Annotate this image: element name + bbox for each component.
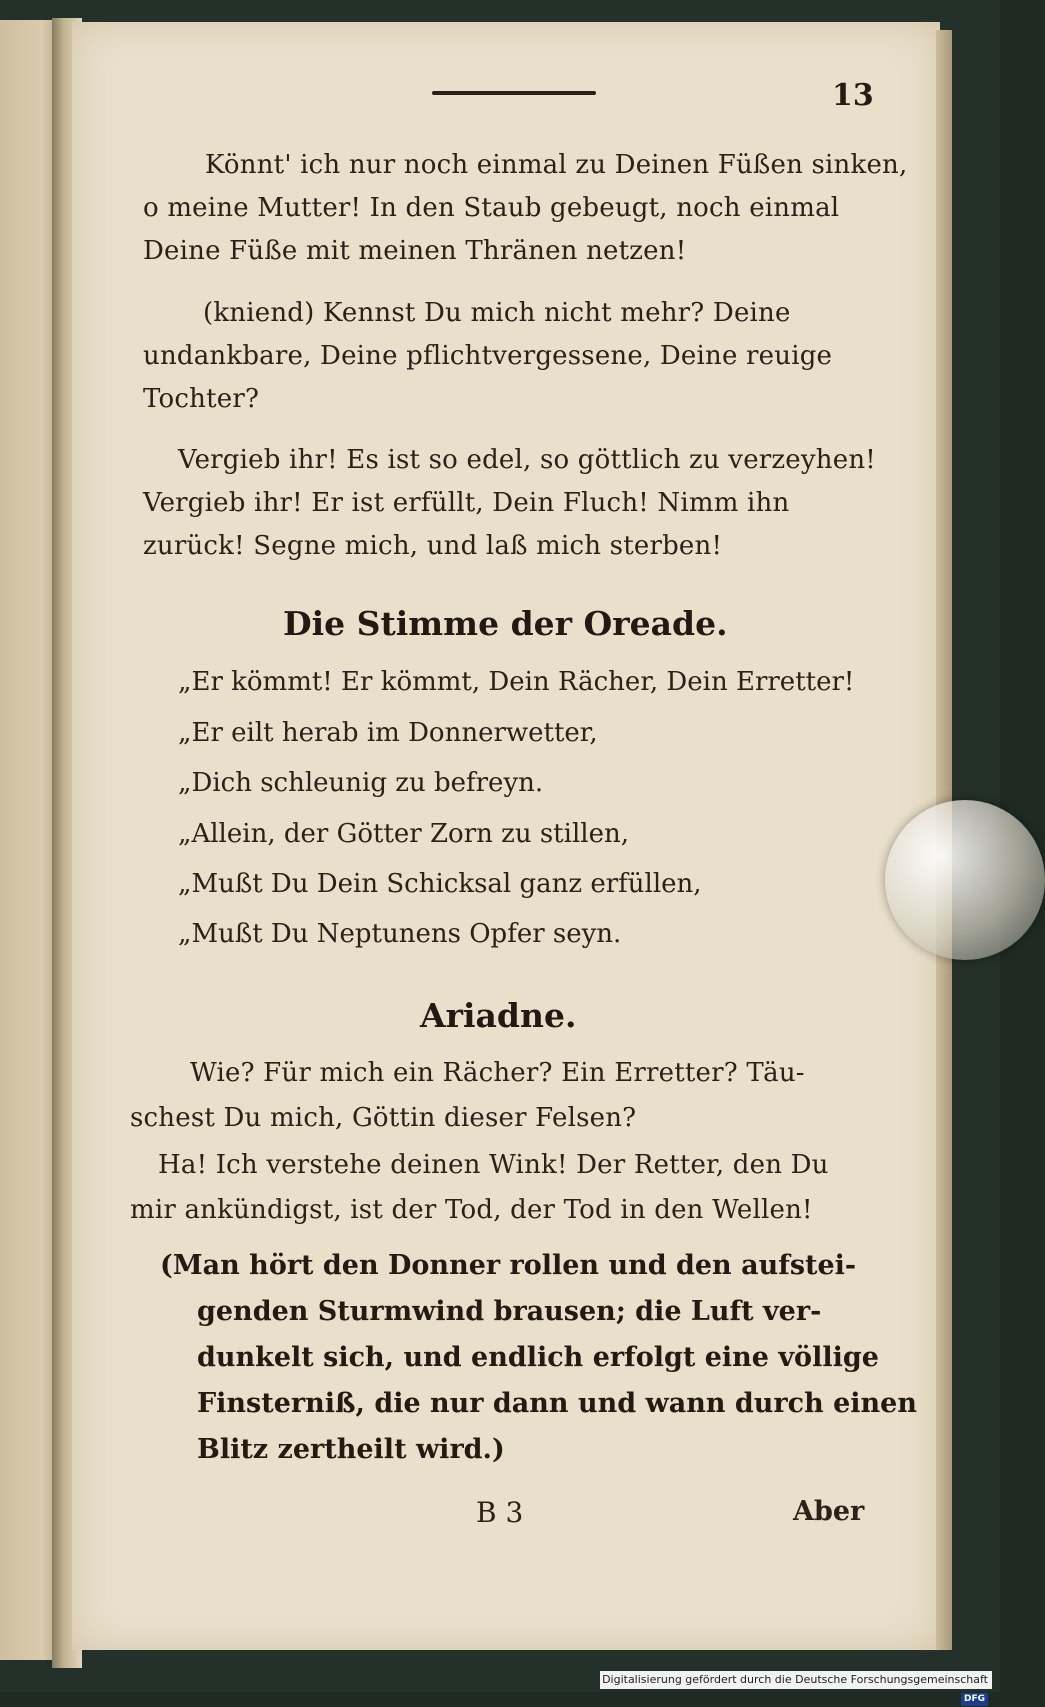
text-line: Vergieb ihr! Er ist erfüllt, Dein Fluch! Nimm ihn bbox=[143, 488, 790, 518]
stage-direction-line: Finsterniß, die nur dann und wann durch einen bbox=[197, 1388, 917, 1419]
stage-direction-line: genden Sturmwind brausen; die Luft ver- bbox=[197, 1296, 822, 1327]
verse-line: „Er kömmt! Er kömmt, Dein Rächer, Dein Erretter! bbox=[178, 667, 855, 697]
signature-mark: B 3 bbox=[476, 1496, 524, 1529]
page-number: 13 bbox=[832, 78, 874, 113]
text-line: (kniend) Kennst Du mich nicht mehr? Deine bbox=[203, 298, 791, 328]
stage-direction-line: Blitz zertheilt wird.) bbox=[197, 1434, 505, 1465]
verse-line: „Allein, der Götter Zorn zu stillen, bbox=[178, 819, 629, 849]
stage-direction-line: dunkelt sich, und endlich erfolgt eine völlige bbox=[197, 1342, 879, 1373]
text-line: Wie? Für mich ein Rächer? Ein Erretter? Täu- bbox=[190, 1058, 805, 1088]
verse-line: „Mußt Du Dein Schicksal ganz erfüllen, bbox=[178, 869, 702, 899]
credit-text: Digitalisierung gefördert durch die Deutsche Forschungsgemeinschaft · bbox=[602, 1673, 988, 1704]
speaker-heading: Ariadne. bbox=[420, 996, 577, 1035]
text-line: Ha! Ich verstehe deinen Wink! Der Retter, den Du bbox=[158, 1150, 829, 1180]
speaker-heading: Die Stimme der Oreade. bbox=[283, 604, 728, 643]
dfg-logo: DFG bbox=[961, 1693, 988, 1706]
text-line: undankbare, Deine pflichtvergessene, Deine reuige bbox=[143, 341, 833, 371]
text-line: mir ankündigst, ist der Tod, der Tod in den Wellen! bbox=[130, 1195, 813, 1225]
verse-line: „Dich schleunig zu befreyn. bbox=[178, 768, 544, 798]
text-line: Könnt' ich nur noch einmal zu Deinen Füßen sinken, bbox=[205, 150, 908, 180]
catchword: Aber bbox=[793, 1496, 865, 1527]
stage-direction-line: (Man hört den Donner rollen und den aufstei- bbox=[160, 1250, 857, 1281]
text-line: Deine Füße mit meinen Thränen netzen! bbox=[143, 236, 687, 266]
text-line: Tochter? bbox=[143, 384, 260, 414]
digitization-credit bbox=[600, 1671, 992, 1704]
text-line: o meine Mutter! In den Staub gebeugt, noch einmal bbox=[143, 193, 840, 223]
text-line: schest Du mich, Göttin dieser Felsen? bbox=[130, 1103, 637, 1133]
magnifier-glass bbox=[885, 800, 1045, 960]
text-line: zurück! Segne mich, und laß mich sterben! bbox=[143, 531, 723, 561]
verse-line: „Er eilt herab im Donnerwetter, bbox=[178, 718, 598, 748]
text-line: Vergieb ihr! Es ist so edel, so göttlich zu verzeyhen! bbox=[178, 445, 876, 475]
header-rule bbox=[432, 91, 596, 95]
verse-line: „Mußt Du Neptunens Opfer seyn. bbox=[178, 919, 622, 949]
left-page-edge bbox=[0, 20, 60, 1660]
